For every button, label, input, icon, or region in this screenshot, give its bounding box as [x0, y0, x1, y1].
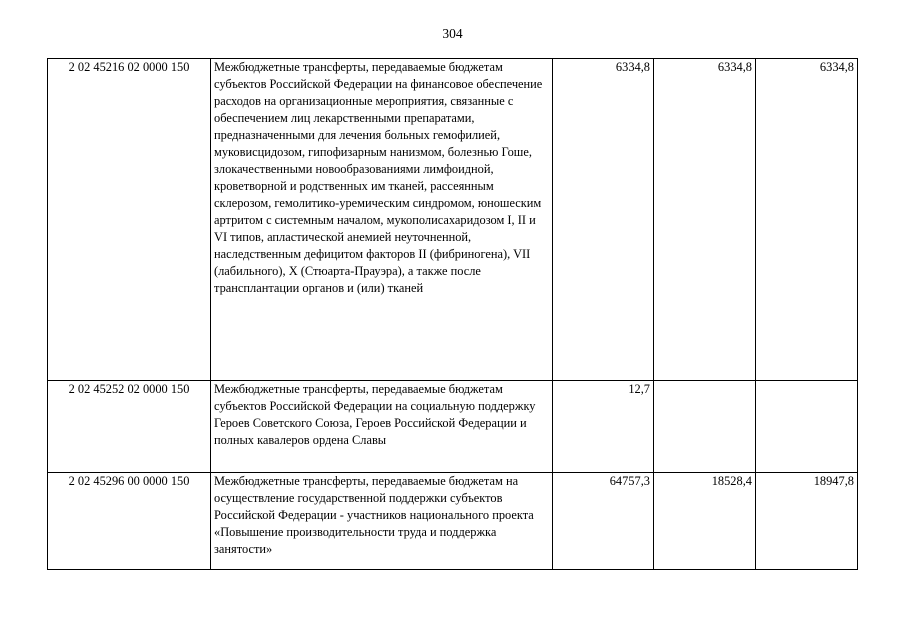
amount-cell-1: 12,7 — [553, 381, 654, 473]
table-row — [48, 473, 858, 570]
amount-cell-2 — [654, 381, 756, 473]
budget-code-cell: 2 02 45296 00 0000 150 — [48, 473, 211, 570]
amount-cell-2: 18528,4 — [654, 473, 756, 570]
amount-cell-3: 18947,8 — [756, 473, 858, 570]
amount-cell-3 — [756, 381, 858, 473]
budget-table — [47, 58, 858, 570]
description-cell: Межбюджетные трансферты, передаваемые бюджетам субъектов Российской Федерации на финансовое обеспечение расходов на организационные мероприятия, связанные с обеспечением лиц лекарственными препаратами, предназначенными для лечения больных гемофилией, муковисцидозом, гипофизарным нанизмом, болезнью Гоше, злокачественными новообразованиями лимфоидной, кроветворной и родственных им тканей, рассеянным склерозом, гемолитико-уремическим синдромом, юношеским артритом с системным началом, мукополисахаридозом I, II и VI типов, апластической анемией неуточненной, наследственным дефицитом факторов II (фибриногена), VII (лабильного), X (Стюарта-Прауэра), а также после трансплантации органов и (или) тканей — [211, 59, 553, 381]
page-number: 304 — [442, 26, 463, 41]
amount-cell-3: 6334,8 — [756, 59, 858, 381]
table-row — [48, 59, 858, 381]
description-cell: Межбюджетные трансферты, передаваемые бюджетам субъектов Российской Федерации на социальную поддержку Героев Советского Союза, Героев Российской Федерации и полных кавалеров ордена Славы — [211, 381, 553, 473]
table-row — [48, 381, 858, 473]
amount-cell-1: 64757,3 — [553, 473, 654, 570]
budget-code-cell: 2 02 45216 02 0000 150 — [48, 59, 211, 381]
amount-cell-2: 6334,8 — [654, 59, 756, 381]
amount-cell-1: 6334,8 — [553, 59, 654, 381]
description-cell: Межбюджетные трансферты, передаваемые бюджетам на осуществление государственной поддержки субъектов Российской Федерации - участников национального проекта «Повышение производительности труда и поддержка занятости» — [211, 473, 553, 570]
budget-code-cell: 2 02 45252 02 0000 150 — [48, 381, 211, 473]
